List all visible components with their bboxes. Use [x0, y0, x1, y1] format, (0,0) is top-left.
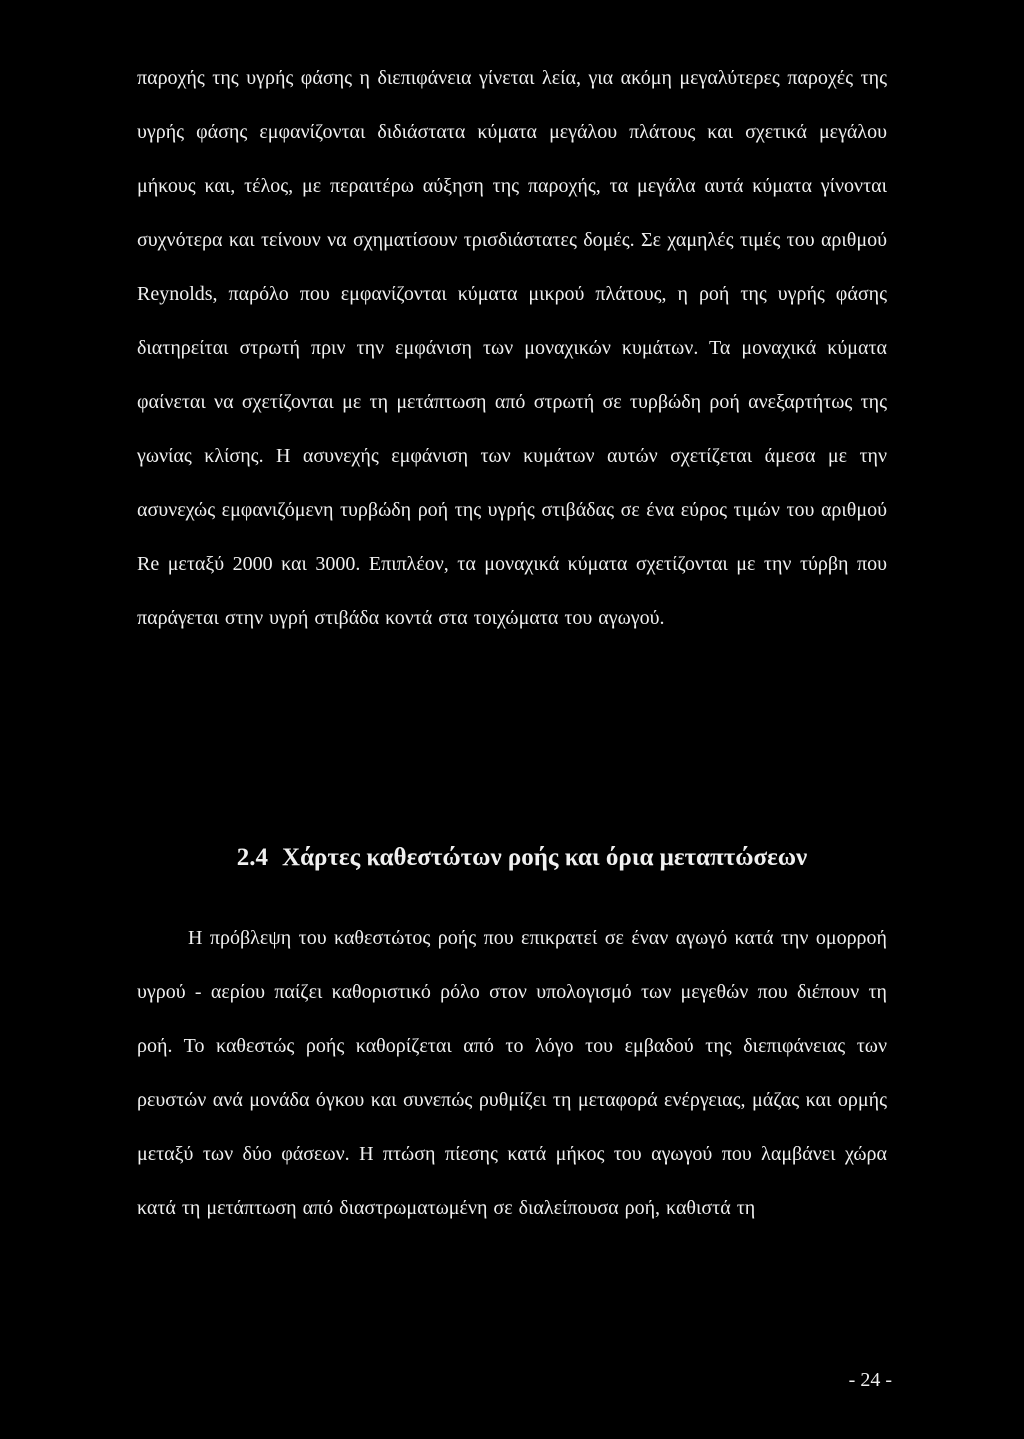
page-number: - 24 - [848, 1369, 892, 1391]
body-paragraph-1: παροχής της υγρής φάσης η διεπιφάνεια γίνεται λεία, για ακόμη μεγαλύτερες παροχές της υγρής φάσης εμφανίζονται διδιάστατα κύματα μεγάλου πλάτους και σχετικά μεγάλου μήκους και, τέλος, με περαιτέρω αύξηση της παροχής, τα μεγάλα αυτά κύματα γίνονται συχνότερα και τείνουν να σχηματίσουν τρισδιάστατες δομές. Σε χαμηλές τιμές του αριθμού Reynolds, παρόλο που εμφανίζονται κύματα μικρού πλάτους, η ροή της υγρής φάσης διατηρείται στρωτή πριν την εμφάνιση των μοναχικών κυμάτων. Τα μοναχικά κύματα φαίνεται να σχετίζονται με τη μετάπτωση από στρωτή σε τυρβώδη ροή ανεξαρτήτως της γωνίας κλίσης. Η ασυνεχής εμφάνιση των κυμάτων αυτών σχετίζεται άμεσα με την ασυνεχώς εμφανιζόμενη τυρβώδη ροή της υγρής στιβάδας σε ένα εύρος τιμών του αριθμού Re μεταξύ 2000 και 3000. Επιπλέον, τα μοναχικά κύματα σχετίζονται με την τύρβη που παράγεται στην υγρή στιβάδα κοντά στα τοιχώματα του αγωγού. [137, 67, 887, 629]
section-number: 2.4 [236, 844, 269, 871]
body-paragraph-2-text: Η πρόβλεψη του καθεστώτος ροής που επικρατεί σε έναν αγωγό κατά την ομορροή υγρού - αερίου παίζει καθοριστικό ρόλο στον υπολογισμό των μεγεθών που διέπουν τη ροή. Το καθεστώς ροής καθορίζεται από το λόγο του εμβαδού της διεπιφάνειας των ρευστών ανά μονάδα όγκου και συνεπώς ρυθμίζει τη μεταφορά ενέργειας, μάζας και ορμής μεταξύ των δύο φάσεων. Η πτώση πίεσης κατά μήκος του αγωγού που λαμβάνει χώρα κατά τη μετάπτωση από διαστρωματωμένη σε διαλείπουσα ροή, καθιστά τη [137, 927, 887, 1219]
body-paragraph-2 [137, 911, 887, 1235]
section-title: Χάρτες καθεστώτων ροής και όρια μεταπτώσεων [282, 844, 808, 871]
section-heading [0, 838, 1024, 878]
